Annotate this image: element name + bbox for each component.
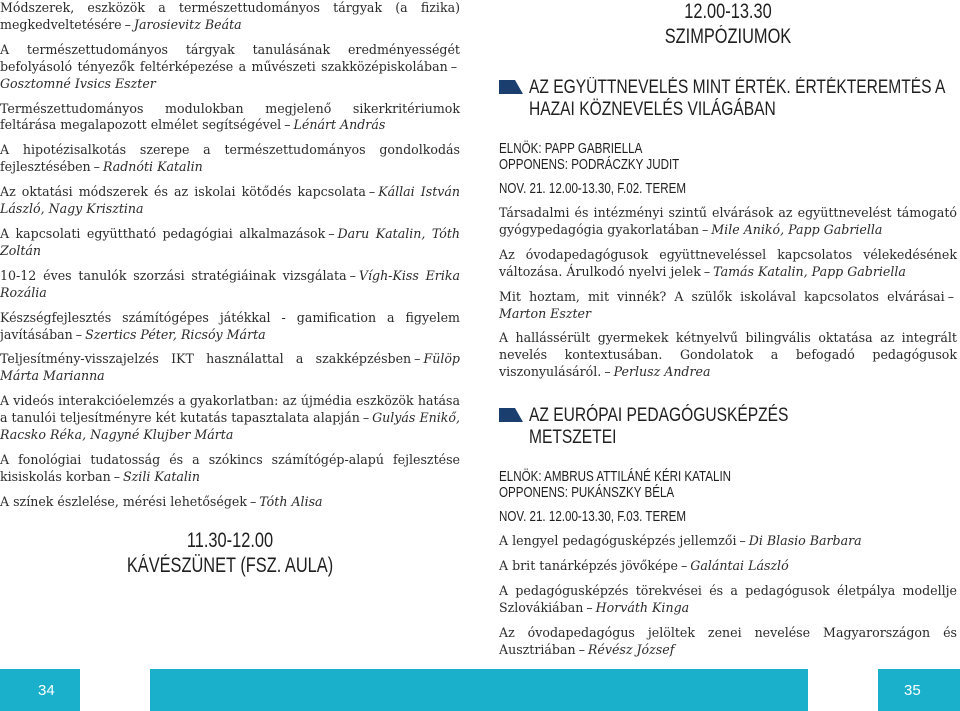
talk-title: A lengyel pedagógusképzés jellemzői <box>499 533 737 549</box>
talk-title: A fonológiai tudatosság és a szókincs számítógép-alapú fejlesztése kisiskolás korban <box>0 451 460 484</box>
talk-authors: Jarosievitz Beáta <box>133 16 242 32</box>
talk-title: A természettudományos tárgyak tanulásának eredményességét befolyásoló tényezők feltérképezése a művészeti szakközépiskolában <box>0 41 460 74</box>
chair-text: ELNÖK: PAPP GABRIELLA <box>499 141 643 157</box>
talk-title: A színek észlelése, mérési lehetőségek <box>0 493 247 509</box>
talk-authors: Tamás Katalin, Papp Gabriella <box>713 263 906 279</box>
slot-text: NOV. 21. 12.00-13.30, F.03. TEREM <box>499 509 686 526</box>
talk-authors: Révész József <box>587 641 675 657</box>
talk-authors: Radnóti Katalin <box>102 159 203 175</box>
slot-text: NOV. 21. 12.00-13.30, F.02. TEREM <box>499 181 686 197</box>
talk-title: A hallássérült gyermekek kétnyelvű bilingvális oktatása az integrált nevelés kontextusában. Gondolatok a befogadó pedagógusok viszonyulásáról. <box>499 330 957 380</box>
talk-title: Az oktatási módszerek és az iskolai kötődés kapcsolata <box>0 184 366 200</box>
talk-item: A természettudományos tárgyak tanulásának eredményességét befolyásoló tényezők feltérképezése a művészeti szakközépiskolában –Gosztomné Ivsics Eszter <box>0 41 460 91</box>
talk-authors: Szili Katalin <box>123 468 201 484</box>
talk-item: A videós interakcióelemzés a gyakorlatban: az újmédia eszközök hatása a tanulói teljesítményre két kutatás tapasztalata alapján – Gulyás Enikő, Racsko Réka, Nagyné Klujber Márta <box>0 393 460 443</box>
chair-line <box>499 469 957 485</box>
talk-item: Az óvodapedagógus jelöltek zenei nevelése Magyarországon és Ausztriában – Révész József <box>499 624 957 657</box>
talk-item: Az óvodapedagógusok együttneveléssel kapcsolatos vélekedésének változása. Árulkodó nyelvi jelek – Tamás Katalin, Papp Gabriella <box>499 246 957 279</box>
talk-item: Készségfejlesztés számítógépes játékkal - gamification a figyelem javításában – Szertics Péter, Ricsóy Márta <box>0 309 460 342</box>
talk-item: A színek észlelése, mérési lehetőségek – Tóth Alisa <box>0 493 323 509</box>
opponent-text: OPPONENS: PUKÁNSZKY BÉLA <box>499 485 675 502</box>
opponent-line <box>499 157 957 173</box>
footer-notch-right <box>808 669 878 711</box>
right-page <box>499 0 957 667</box>
talk-item: A brit tanárképzés jövőképe – Galántai László <box>499 558 789 574</box>
talk-authors: Gulyás Enikő, Racsko Réka, Nagyné Klujber Márta <box>0 410 460 443</box>
talk-authors: Vígh-Kiss Erika Rozália <box>0 267 460 300</box>
talk-authors: Mile Anikó, Papp Gabriella <box>711 221 883 237</box>
talk-authors: Di Blasio Barbara <box>748 533 862 549</box>
left-page <box>0 0 460 579</box>
talk-authors: Galántai László <box>690 558 789 574</box>
talk-item: 10-12 éves tanulók szorzási stratégiáinak vizsgálata – Vígh-Kiss Erika Rozália <box>0 267 460 300</box>
talk-item: Természettudományos modulokban megjelenő sikerkritériumok feltárása megalapozott elmélet segítségével – Lénárt András <box>0 100 460 133</box>
break-title: KÁVÉSZÜNET (FSZ. AULA) <box>126 553 334 577</box>
arrow-icon <box>499 408 523 422</box>
opponent-text: OPPONENS: PODRÁCZKY JUDIT <box>499 157 680 173</box>
talk-authors: Kállai István László, Nagy Krisztina <box>0 184 460 217</box>
talk-item: A pedagógusképzés törekvései és a pedagógusok életpálya modellje Szlovákiában – Horváth Kinga <box>499 582 957 615</box>
session-time: 12.00-13.30 <box>684 0 772 23</box>
talk-item: Teljesítmény-visszajelzés IKT használattal a szakképzésben – Fülöp Márta Marianna <box>0 351 460 384</box>
talk-authors: Lénárt András <box>293 117 386 133</box>
talk-title: Módszerek, eszközök a természettudományos tárgyak (a fizika) megkedveltetésére <box>0 0 460 32</box>
talk-authors: Szertics Péter, Ricsóy Márta <box>85 326 266 342</box>
symposium-heading-text: AZ EURÓPAI PEDAGÓGUSKÉPZÉS METSZETEI <box>529 405 789 449</box>
talk-title: A hipotézisalkotás szerepe a természettudományos gondolkodás fejlesztésében <box>0 142 460 175</box>
session-header <box>499 0 957 49</box>
talk-item: A hallássérült gyermekek kétnyelvű bilingvális oktatása az integrált nevelés kontextusában. Gondolatok a befogadó pedagógusok viszonyulásáról. – Perlusz Andrea <box>499 330 957 380</box>
talk-authors: Gosztomné Ivsics Eszter <box>0 75 156 91</box>
talk-authors: Fülöp Márta Marianna <box>0 351 460 384</box>
opponent-line <box>499 485 957 501</box>
chair-line <box>499 141 957 157</box>
talk-item: A kapcsolati együttható pedagógiai alkalmazások – Daru Katalin, Tóth Zoltán <box>0 225 461 258</box>
talk-title: Készségfejlesztés számítógépes játékkal - gamification a figyelem javításában <box>0 309 460 342</box>
talk-title: A brit tanárképzés jövőképe <box>499 558 678 574</box>
talk-title: A videós interakcióelemzés a gyakorlatban: az újmédia eszközök hatása a tanulói teljesítményre két kutatás tapasztalata alapján <box>0 393 460 426</box>
symposium-heading <box>499 77 957 121</box>
talk-title: Az óvodapedagógus jelöltek zenei nevelése Magyarországon és Ausztriában <box>499 624 957 657</box>
talk-item: Mit hoztam, mit vinnék? A szülők iskolával kapcsolatos elvárásai –Marton Eszter <box>499 288 954 321</box>
talk-title: Az óvodapedagógusok együttneveléssel kapcsolatos vélekedésének változása. Árulkodó nyelvi jelek <box>499 246 957 279</box>
talk-item: A fonológiai tudatosság és a szókincs számítógép-alapú fejlesztése kisiskolás korban – Szili Katalin <box>0 451 460 484</box>
slot-line <box>499 181 957 197</box>
talk-title: Társadalmi és intézményi szintű elvárások az együttnevelést támogató gyógypedagógia gyakorlatában <box>499 205 957 237</box>
footer-band <box>0 669 960 711</box>
talk-authors: Tóth Alisa <box>259 493 323 509</box>
talk-item: Társadalmi és intézményi szintű elvárások az együttnevelést támogató gyógypedagógia gyakorlatában – Mile Anikó, Papp Gabriella <box>499 205 957 237</box>
session-title: SZIMPÓZIUMOK <box>664 25 792 48</box>
talk-list-left <box>0 0 460 511</box>
talk-item: Módszerek, eszközök a természettudományos tárgyak (a fizika) megkedveltetésére – Jarosievitz Beáta <box>0 0 460 32</box>
page-number-right: 35 <box>904 682 921 699</box>
break-time: 11.30-12.00 <box>186 528 274 552</box>
symposium-heading-text: AZ EGYÜTTNEVELÉS MINT ÉRTÉK. ÉRTÉKTEREMTÉS A HAZAI KÖZNEVELÉS VILÁGÁBAN <box>529 77 945 120</box>
footer-notch-left <box>80 669 150 711</box>
page-number-left: 34 <box>38 682 55 699</box>
talk-authors: Marton Eszter <box>499 305 592 321</box>
chair-text: ELNÖK: AMBRUS ATTILÁNÉ KÉRI KATALIN <box>499 469 732 486</box>
talk-authors: Daru Katalin, Tóth Zoltán <box>0 225 461 258</box>
talk-authors: Horváth Kinga <box>595 599 690 615</box>
talk-title: 10-12 éves tanulók szorzási stratégiáinak vizsgálata <box>0 267 347 283</box>
symposium-block <box>499 77 957 381</box>
coffee-break <box>0 529 460 579</box>
arrow-icon <box>499 80 523 94</box>
talk-title: A pedagógusképzés törekvései és a pedagógusok életpálya modellje Szlovákiában <box>499 582 957 615</box>
slot-line <box>499 509 957 525</box>
talk-title: A kapcsolati együttható pedagógiai alkalmazások <box>0 225 326 241</box>
talk-item: Az oktatási módszerek és az iskolai kötődés kapcsolata – Kállai István László, Nagy Krisztina <box>0 184 460 217</box>
talk-authors: Perlusz Andrea <box>613 364 711 380</box>
symposium-heading <box>499 405 957 449</box>
symposium-block <box>499 405 957 658</box>
talk-item: A lengyel pedagógusképzés jellemzői – Di Blasio Barbara <box>499 533 862 549</box>
talk-title: Teljesítmény-visszajelzés IKT használattal a szakképzésben <box>0 351 412 367</box>
talk-title: Mit hoztam, mit vinnék? A szülők iskolával kapcsolatos elvárásai <box>499 288 945 304</box>
talk-item: A hipotézisalkotás szerepe a természettudományos gondolkodás fejlesztésében – Radnóti Katalin <box>0 142 460 175</box>
talk-title: Természettudományos modulokban megjelenő sikerkritériumok feltárása megalapozott elmélet segítségével <box>0 100 460 133</box>
